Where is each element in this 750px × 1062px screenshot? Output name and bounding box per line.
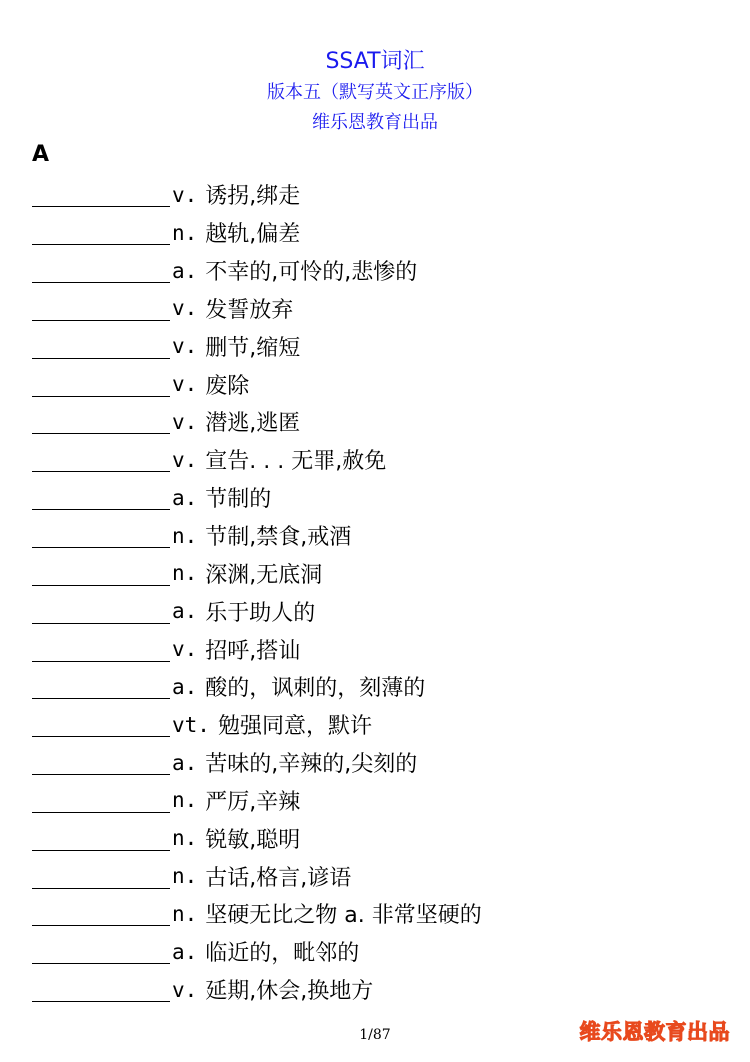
definition: 删节,缩短: [205, 335, 301, 361]
page-title: SSAT词汇: [325, 49, 425, 74]
watermark-logo: 维乐恩教育出品: [579, 1020, 730, 1044]
part-of-speech: a.: [172, 939, 198, 964]
answer-blank[interactable]: [32, 485, 170, 510]
part-of-speech: v.: [172, 372, 198, 397]
part-of-speech: v.: [172, 182, 198, 207]
page-number: 1/87: [359, 1027, 391, 1043]
vocab-entry: [32, 554, 482, 592]
answer-blank[interactable]: [32, 599, 170, 624]
definition: 节制,禁食,戒酒: [205, 525, 352, 551]
answer-blank[interactable]: [32, 939, 170, 964]
vocab-entry: [32, 327, 482, 365]
vocab-entry: [32, 290, 482, 328]
part-of-speech: n.: [172, 220, 198, 245]
definition: 诱拐,绑走: [205, 184, 301, 210]
answer-blank[interactable]: [32, 220, 170, 245]
answer-blank[interactable]: [32, 447, 170, 472]
answer-blank[interactable]: [32, 409, 170, 434]
vocab-entry: [32, 668, 482, 706]
vocab-entry: [32, 479, 482, 517]
definition: 潜逃,逃匿: [205, 411, 301, 437]
vocab-entry: [32, 630, 482, 668]
answer-blank[interactable]: [32, 712, 170, 737]
answer-blank[interactable]: [32, 826, 170, 851]
definition: 废除: [205, 373, 250, 399]
vocab-list: [32, 176, 482, 1009]
vocab-entry: [32, 176, 482, 214]
definition: 招呼,搭讪: [205, 638, 301, 664]
definition: 乐于助人的: [205, 600, 316, 626]
definition: 不幸的,可怜的,悲惨的: [205, 260, 418, 286]
part-of-speech: n.: [172, 788, 198, 813]
part-of-speech: a.: [172, 674, 198, 699]
answer-blank[interactable]: [32, 674, 170, 699]
definition: 深渊,无底洞: [205, 562, 323, 588]
vocab-entry: [32, 706, 482, 744]
definition: 发誓放弃: [205, 297, 294, 323]
part-of-speech: n.: [172, 864, 198, 889]
definition: 越轨,偏差: [205, 222, 301, 248]
vocab-entry: [32, 214, 482, 252]
vocab-entry: [32, 441, 482, 479]
part-of-speech: v.: [172, 296, 198, 321]
answer-blank[interactable]: [32, 182, 170, 207]
definition: 宣告. . . 无罪,赦免: [205, 449, 387, 475]
part-of-speech: a.: [172, 485, 198, 510]
part-of-speech: vt.: [172, 712, 210, 737]
answer-blank[interactable]: [32, 334, 170, 359]
part-of-speech: v.: [172, 409, 198, 434]
vocab-entry: [32, 592, 482, 630]
answer-blank[interactable]: [32, 372, 170, 397]
part-of-speech: a.: [172, 750, 198, 775]
definition: 延期,休会,换地方: [205, 979, 374, 1005]
part-of-speech: n.: [172, 561, 198, 586]
vocab-entry: [32, 403, 482, 441]
answer-blank[interactable]: [32, 296, 170, 321]
part-of-speech: a.: [172, 258, 198, 283]
part-of-speech: a.: [172, 599, 198, 624]
answer-blank[interactable]: [32, 561, 170, 586]
vocab-entry: [32, 857, 482, 895]
definition: 坚硬无比之物 a. 非常坚硬的: [205, 903, 482, 929]
definition: 严厉,辛辣: [205, 789, 301, 815]
part-of-speech: v.: [172, 334, 198, 359]
vocab-entry: [32, 365, 482, 403]
definition: 临近的，毗邻的: [205, 941, 360, 967]
vocab-entry: [32, 971, 482, 1009]
vocab-entry: [32, 252, 482, 290]
part-of-speech: v.: [172, 447, 198, 472]
part-of-speech: n.: [172, 901, 198, 926]
answer-blank[interactable]: [32, 637, 170, 662]
vocab-entry: [32, 933, 482, 971]
answer-blank[interactable]: [32, 901, 170, 926]
vocab-entry: [32, 744, 482, 782]
part-of-speech: v.: [172, 637, 198, 662]
definition: 节制的: [205, 487, 272, 513]
definition: 锐敏,聪明: [205, 827, 301, 853]
definition: 古话,格言,谚语: [205, 865, 352, 891]
definition: 勉强同意，默许: [217, 714, 372, 740]
answer-blank[interactable]: [32, 258, 170, 283]
part-of-speech: n.: [172, 826, 198, 851]
vocab-entry: [32, 782, 482, 820]
vocab-entry: [32, 895, 482, 933]
section-letter: A: [32, 142, 50, 167]
answer-blank[interactable]: [32, 523, 170, 548]
part-of-speech: n.: [172, 523, 198, 548]
answer-blank[interactable]: [32, 864, 170, 889]
publisher-line: 维乐恩教育出品: [312, 112, 438, 133]
part-of-speech: v.: [172, 977, 198, 1002]
page-subtitle: 版本五（默写英文正序版）: [267, 82, 483, 103]
answer-blank[interactable]: [32, 977, 170, 1002]
definition: 酸的，讽刺的，刻薄的: [205, 676, 426, 702]
vocab-entry: [32, 819, 482, 857]
answer-blank[interactable]: [32, 750, 170, 775]
vocab-entry: [32, 517, 482, 555]
definition: 苦味的,辛辣的,尖刻的: [205, 752, 418, 778]
answer-blank[interactable]: [32, 788, 170, 813]
